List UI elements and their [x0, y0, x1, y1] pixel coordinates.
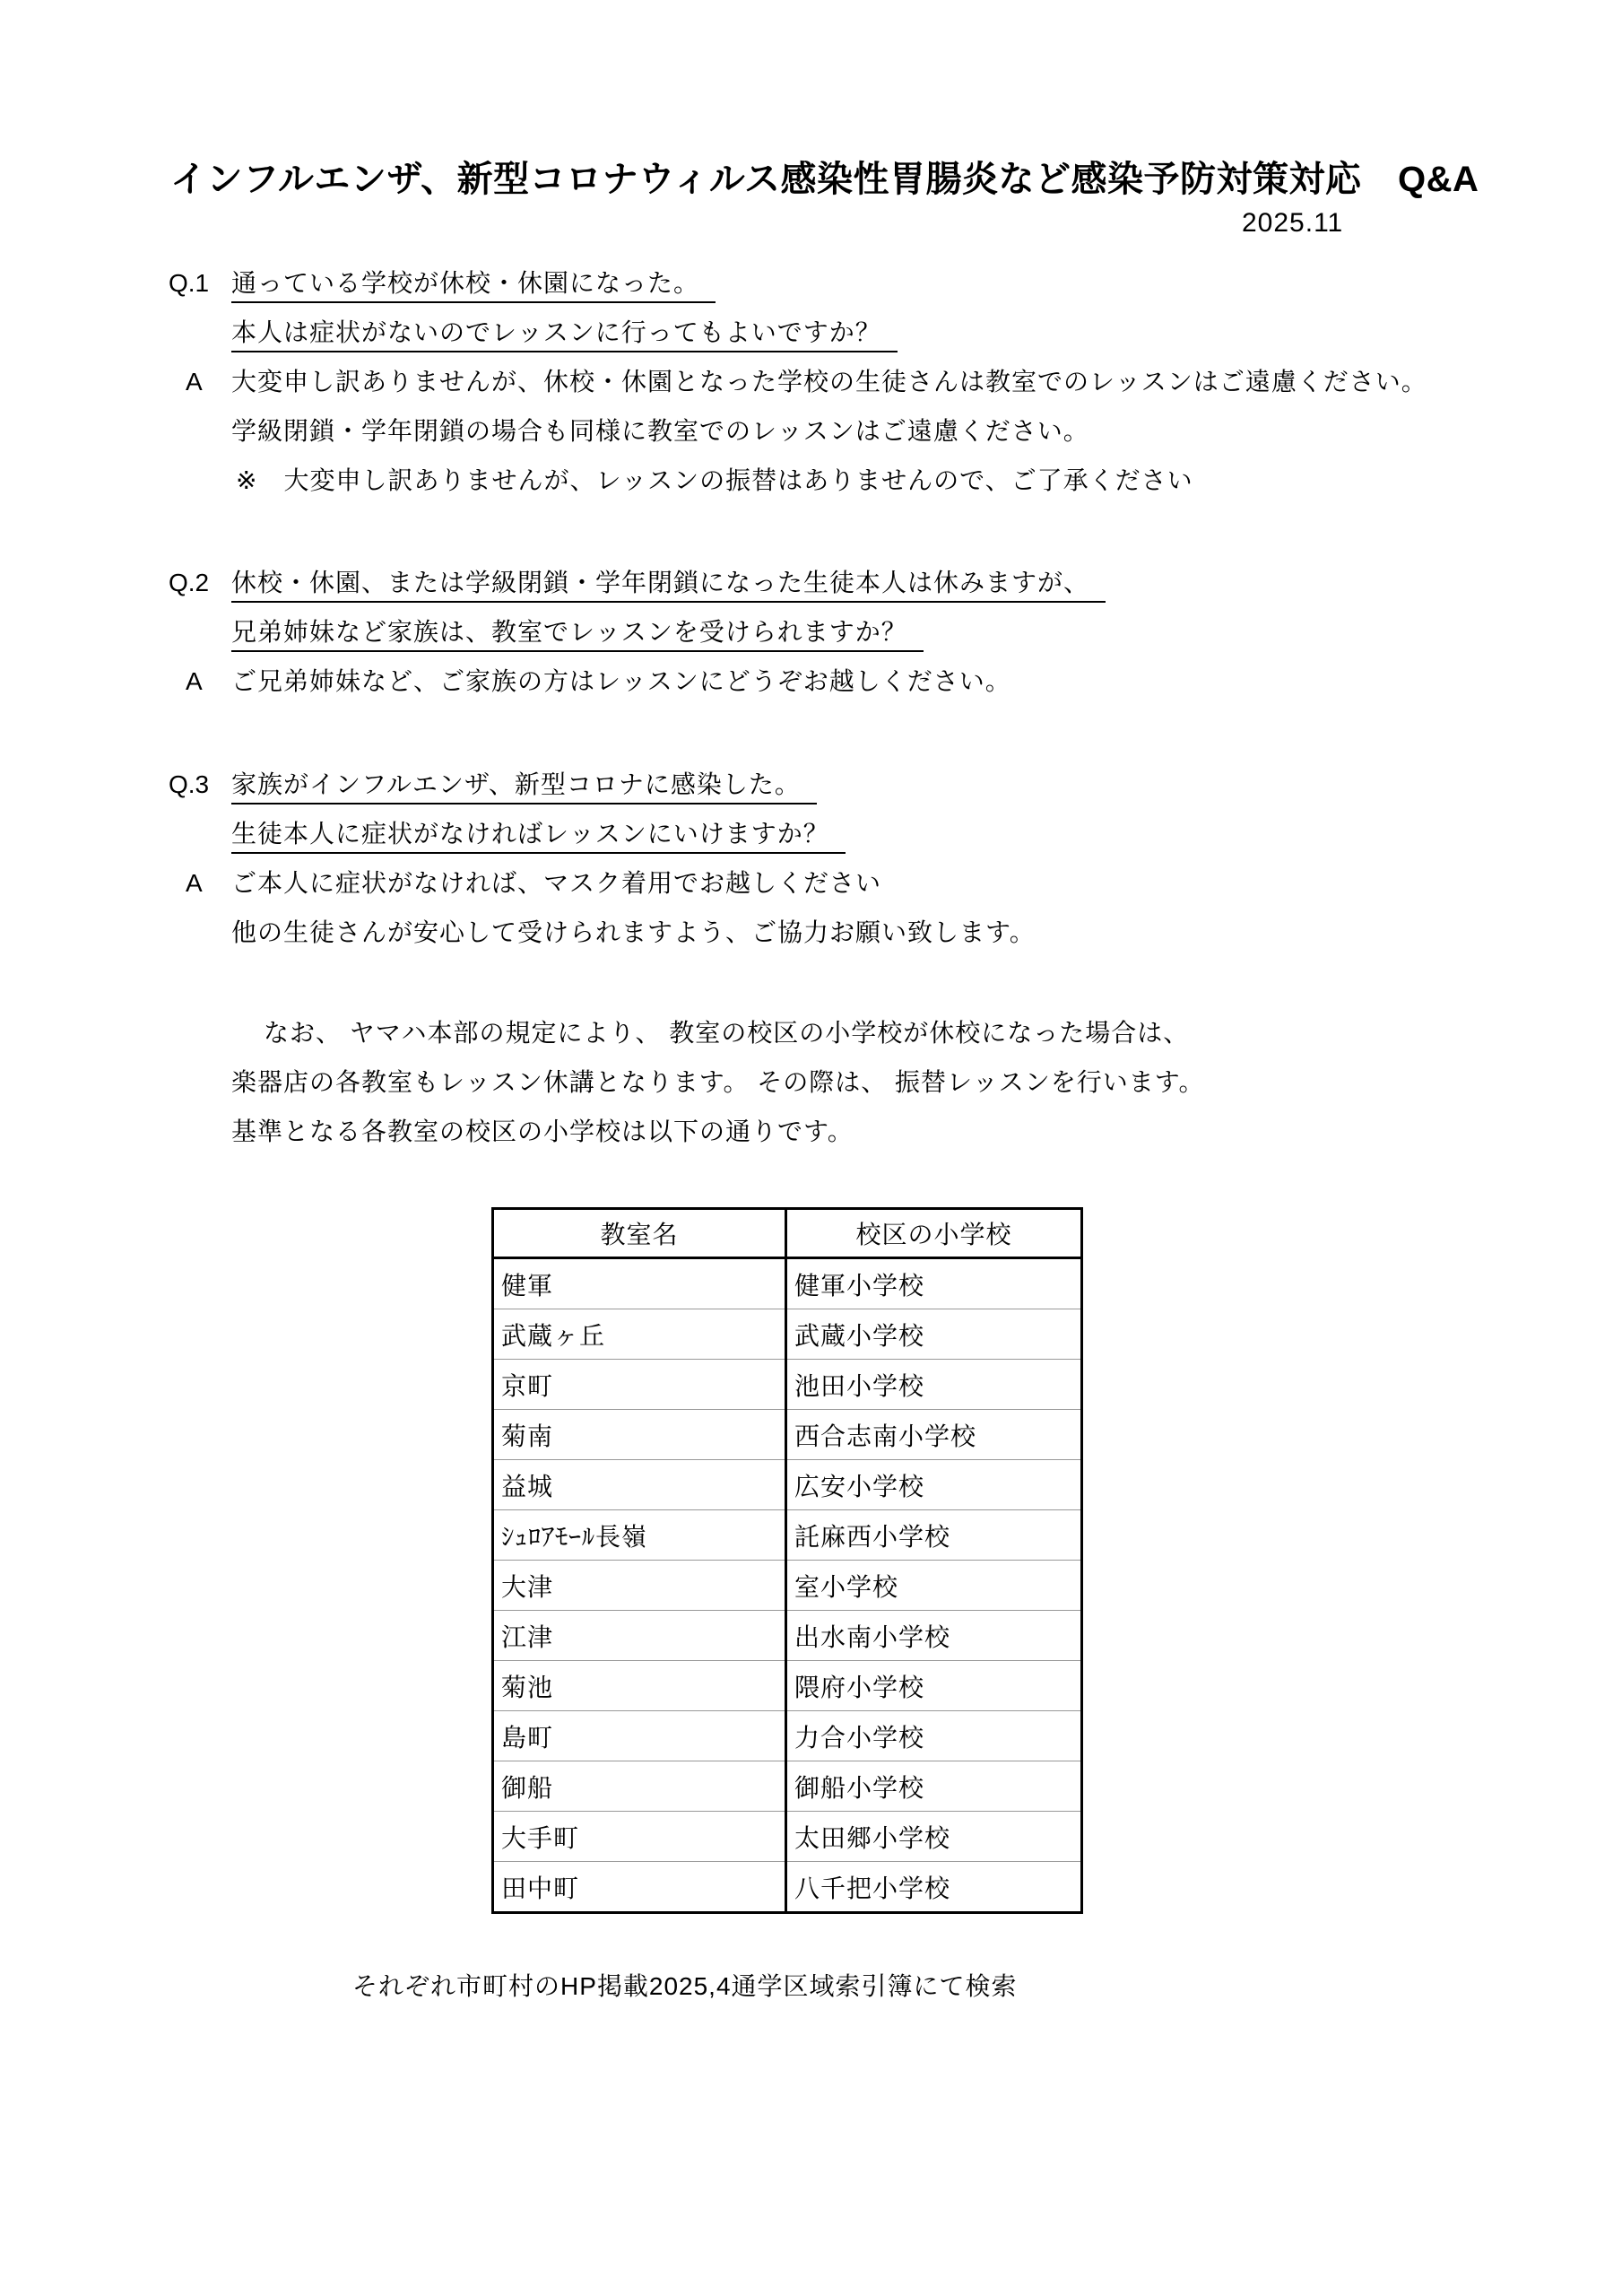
table-row: [493, 1258, 1082, 1309]
school-cell: 力合小学校: [786, 1711, 1082, 1761]
school-cell: 武蔵小学校: [786, 1309, 1082, 1360]
document-date: 2025.11: [1242, 208, 1344, 238]
paragraph-line-3: 基準となる各教室の校区の小学校は以下の通りです。: [231, 1118, 854, 1145]
classroom-cell: 御船: [493, 1761, 786, 1812]
classroom-cell: 武蔵ヶ丘: [493, 1309, 786, 1360]
school-cell: 池田小学校: [786, 1360, 1082, 1410]
table-row: [493, 1812, 1082, 1862]
q1-answer-text-2: 学級閉鎖・学年閉鎖の場合も同様に教室でのレッスンはご遠慮ください。: [231, 417, 1089, 445]
q3-answer-text-2: 他の生徒さんが安心して受けられますよう、ご協力お願い致します。: [231, 918, 1036, 946]
school-cell: 広安小学校: [786, 1460, 1082, 1510]
q2-answer-label: A: [186, 667, 204, 695]
q3-answer-line-1: [186, 868, 881, 899]
q3-question-text-2: 生徒本人に症状がなければレッスンにいけますか？: [231, 819, 846, 854]
table-row: [493, 1309, 1082, 1360]
q1-question-text-2: 本人は症状がないのでレッスンに行ってもよいですか？: [231, 317, 898, 352]
school-cell: 託麻西小学校: [786, 1510, 1082, 1561]
q3-question-text-1: 家族がインフルエンザ、新型コロナに感染した。: [231, 770, 817, 804]
classroom-cell: 江津: [493, 1611, 786, 1661]
classroom-cell: 京町: [493, 1360, 786, 1410]
q3-question-line-1: [169, 770, 817, 804]
q1-note-text: ※ 大変申し訳ありませんが、レッスンの振替はありませんので、ご了承ください: [236, 466, 1193, 494]
q1-question-text-1: 通っている学校が休校・休園になった。: [231, 268, 716, 303]
q2-question-text-2: 兄弟姉妹など家族は、教室でレッスンを受けられますか？: [231, 617, 924, 652]
classroom-cell: ｼｭﾛｱﾓｰﾙ長嶺: [493, 1510, 786, 1561]
q3-label: Q.3: [169, 770, 210, 798]
school-district-table: [491, 1207, 1083, 1914]
paragraph-line-1: なお、 ヤマハ本部の規定により、 教室の校区の小学校が休校になった場合は、: [264, 1019, 1190, 1047]
q1-note-line: [236, 465, 1193, 496]
q1-answer-label: A: [186, 368, 204, 396]
table-row: [493, 1360, 1082, 1410]
q1-question-line-1: [169, 268, 716, 303]
classroom-cell: 田中町: [493, 1862, 786, 1913]
footer-note: それぞれ市町村のHP掲載2025,4通学区域索引簿にて検索: [352, 1972, 1018, 2000]
table-header-row: [493, 1209, 1082, 1258]
classroom-cell: 健軍: [493, 1258, 786, 1309]
school-cell: 御船小学校: [786, 1761, 1082, 1812]
table-row: [493, 1561, 1082, 1611]
school-column-header: 校区の小学校: [786, 1209, 1082, 1258]
q3-answer-text-1: ご本人に症状がなければ、マスク着用でお越しください: [231, 869, 882, 897]
paragraph-line-2: 楽器店の各教室もレッスン休講となります。 その際は、 振替レッスンを行います。: [231, 1068, 1205, 1096]
document-title: インフルエンザ、新型コロナウィルス感染性胃腸炎など感染予防対策対応 Q&A: [170, 160, 1479, 199]
q1-answer-line-1: [186, 367, 1427, 397]
q2-answer-text-1: ご兄弟姉妹など、ご家族の方はレッスンにどうぞお越しください。: [231, 667, 1011, 695]
table-row: [493, 1761, 1082, 1812]
school-cell: 隈府小学校: [786, 1661, 1082, 1711]
q2-answer-line-1: [186, 666, 1011, 697]
q3-answer-label: A: [186, 869, 204, 897]
table-row: [493, 1862, 1082, 1913]
classroom-cell: 大手町: [493, 1812, 786, 1862]
table-row: [493, 1611, 1082, 1661]
classroom-cell: 島町: [493, 1711, 786, 1761]
classroom-cell: 大津: [493, 1561, 786, 1611]
school-cell: 太田郷小学校: [786, 1812, 1082, 1862]
school-cell: 健軍小学校: [786, 1258, 1082, 1309]
q2-question-line-1: [169, 568, 1106, 603]
classroom-cell: 益城: [493, 1460, 786, 1510]
school-cell: 西合志南小学校: [786, 1410, 1082, 1460]
q1-label: Q.1: [169, 269, 210, 297]
table-row: [493, 1460, 1082, 1510]
school-cell: 出水南小学校: [786, 1611, 1082, 1661]
q1-answer-text-1: 大変申し訳ありませんが、休校・休園となった学校の生徒さんは教室でのレッスンはご遠慮ください。: [231, 368, 1427, 396]
classroom-column-header: 教室名: [493, 1209, 786, 1258]
q3-answer-line-2: [231, 918, 1036, 948]
classroom-cell: 菊南: [493, 1410, 786, 1460]
table-row: [493, 1661, 1082, 1711]
school-cell: 八千把小学校: [786, 1862, 1082, 1913]
q2-question-text-1: 休校・休園、または学級閉鎖・学年閉鎖になった生徒本人は休みますが、: [231, 568, 1106, 603]
q2-label: Q.2: [169, 569, 210, 596]
school-table-body: [493, 1258, 1082, 1913]
table-row: [493, 1711, 1082, 1761]
table-row: [493, 1410, 1082, 1460]
q1-answer-line-2: [231, 416, 1089, 447]
q2-question-line-2: [231, 617, 924, 652]
table-row: [493, 1510, 1082, 1561]
school-cell: 室小学校: [786, 1561, 1082, 1611]
classroom-cell: 菊池: [493, 1661, 786, 1711]
q3-question-line-2: [231, 819, 846, 854]
q1-question-line-2: [231, 317, 898, 352]
